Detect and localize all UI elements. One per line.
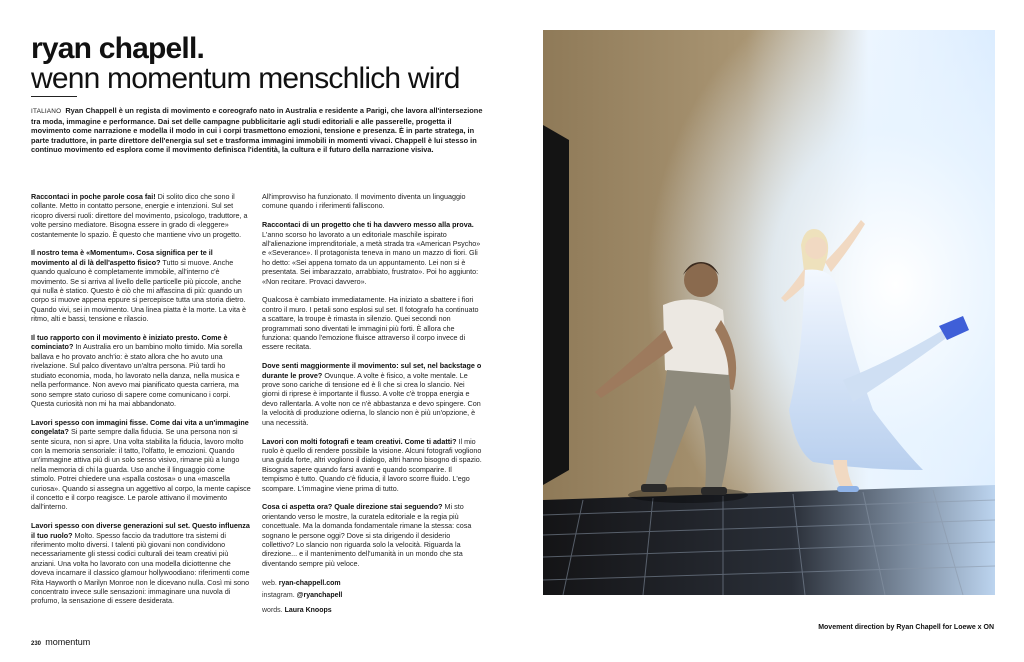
interview-question: Il nostro tema è «Momentum». Cosa significa per te il movimento al di là dell'aspetto fisico? [31, 248, 213, 267]
credit-words-author: Laura Knoops [284, 607, 332, 615]
interview-question: Lavori con molti fotografi e team creativi. Come ti adatti? [262, 436, 457, 446]
credit-words [262, 605, 484, 617]
photo-caption: Movement direction by Ryan Chapell for Loewe x ON [818, 624, 994, 631]
page-number: 230 [31, 641, 42, 647]
interview-question: Raccontaci in poche parole cosa fai! [31, 192, 156, 201]
credit-instagram-label: instagram. [262, 591, 295, 599]
credit-words-label: words. [262, 607, 283, 615]
interview-answer: L'anno scorso ho lavorato a un editoriale maschile ispirato all'alienazione imprenditoriale, a metà strada tra «American Psycho» e «Severance». Il protagonista teneva in mano un mazzo di fiori. Gli ho detto: «Sei appena tornato da un appuntamento. Lei non si è presentata. Sei imbarazzato, arrabbiato, frustrato». Poi ho aggiunto: «Non recitare. Provaci davvero». [262, 229, 481, 286]
title-name: ryan chapell. [31, 32, 205, 65]
credit-instagram [262, 590, 484, 602]
credit-instagram-handle[interactable]: @ryanchapell [296, 591, 343, 599]
interview-answer: In Australia ero un bambino molto timido. Mia sorella ballava e ho provato anch'io: è stato allora che ho avuto una rivelazione. Sul palco diventavo un'altra persona. Più tardi ho studiato economia, moda, ho lavorato nella danza, nella musica e nella performance. Non avevo mai pianificato questa carriera, ma sono sempre stato curioso di sapere come comunicano i corpi. Questa curiosità non mi ha mai abbandonato. [31, 342, 243, 408]
article-title [31, 34, 460, 94]
qa-block [31, 248, 251, 323]
interview-question: Dove senti maggiormente il movimento: sul set, nel backstage o durante le prove? [262, 361, 482, 380]
page-footer [31, 637, 90, 647]
interview-answer: Tutto si muove. Anche quando qualcuno è completamente immobile, all'interno c'è movimento. Se si arriva al livello delle particelle più piccole, anche qui nulla è statico. Questo è ciò che mi affascina di più: quando un corpo si muove appena eppure si percepisce tutta una storia dietro. Quando vivi, sei in movimento. Una linea piatta è la morte. La vita è ritmo, alti e bassi, tensione e rilascio. [31, 257, 246, 324]
title-subtitle: wenn momentum menschlich wird [31, 62, 460, 95]
credit-web [262, 578, 484, 590]
interview-answer: Molto. Spesso faccio da traduttore tra sistemi di riferimento molto diversi. I talenti più giovani non condividono necessariamente gli stessi codici culturali dei team creativi più anziani. Una volta ho lavorato con una modella diciottenne che doveva incarnare il classico glamour hollywoodiano: riferimenti come Rita Hayworth o Marilyn Monroe non le dicevano nulla. Così mi sono concentrato invece sulle sensazioni: immaginare una nuvola di profumo, la sensazione di essere desiderata. [31, 530, 250, 606]
magazine-name: momentum [45, 637, 91, 647]
column-2-lead: All'improvviso ha funzionato. Il movimento diventa un linguaggio comune quando i riferimenti falliscono. [262, 192, 466, 211]
qa-block [262, 361, 484, 427]
qa-block [31, 333, 251, 408]
title-divider [31, 96, 77, 97]
qa-block [262, 502, 484, 568]
interview-question: Lavori spesso con diverse generazioni sul set. Questo influenza il tuo ruolo? [31, 521, 250, 540]
interview-answer: Si parte sempre dalla fiducia. Se una persona non si sente sicura, non si apre. Una volta stabilita la fiducia, lavoro molto con la memoria sensoriale: il tatto, l'olfatto, le emozioni. Quando un'immagine attiva più di un solo senso visivo, rimane più a lungo nella memoria di chi la guarda. Uso anche il linguaggio come stimolo. Potrei chiedere una «spalla costosa» o una «mascella curiosa». Quando si assegna un aggettivo al corpo, la mente capisce il concetto e il corpo reagisce. Le parole attivano il movimento dall'interno. [31, 427, 251, 512]
interview-column-1 [31, 192, 251, 615]
interview-question: Raccontaci di un progetto che ti ha davvero messo alla prova. [262, 220, 474, 230]
qa-block [262, 437, 484, 493]
qa-block [31, 418, 251, 512]
credits [262, 578, 484, 617]
photo-floor [543, 485, 995, 595]
interview-question: Lavori spesso con immagini fisse. Come dai vita a un'immagine congelata? [31, 417, 249, 437]
credit-web-link[interactable]: ryan-chappell.com [278, 580, 341, 588]
qa-block [262, 220, 484, 286]
editorial-photo [543, 30, 995, 595]
interview-answer: Ovunque. A volte è fisico, a volte mentale. Le prove sono cariche di tensione ed è lì che si crea lo slancio. Nei giorni di riprese è importante il flusso. A volte c'è troppa energia e devo rallentarla. A volte non ce n'è abbastanza e devo spingere. Con la velocità di produzione odierna, lo slancio non è più un'opzione, è una necessità. [262, 370, 481, 427]
photo-illustration [543, 30, 995, 595]
interview-answer: Qualcosa è cambiato immediatamente. Ha iniziato a sbattere i fiori contro il muro. I petali sono esplosi sul set. Il fotografo ha continuato a scattare, la troupe è rimasta in silenzio. Quei secondi non programmati sono diventati le immagini più forti. È allora che funziona: quando l'emozione fluisce attraverso il corpo invece di essere recitata. [262, 295, 479, 352]
qa-block [262, 295, 484, 351]
interview-question: Il tuo rapporto con il movimento è iniziato presto. Come è cominciato? [31, 333, 228, 352]
interview-column-2 [262, 192, 484, 617]
column-2-qa-list [262, 220, 484, 568]
credit-web-label: web. [262, 580, 277, 588]
qa-block [31, 192, 251, 239]
interview-answer: Il mio ruolo è quello di rendere possibile la visione. Alcuni fotografi vogliono una guida forte, altri vogliono il dialogo, altri hanno bisogno di spazio. Bisogna sapere quando farsi avanti e quando scomparire. Il tempismo è tutto. Quando c'è fiducia, il lavoro scorre fluido. L'ego scompare. L'immagine viene prima di tutto. [262, 436, 482, 493]
intro-text: Ryan Chappell è un regista di movimento e coreografo nato in Australia e residente a Parigi, che lavora all'intersezione tra moda, immagine e performance. Dai set delle campagne pubblicitarie agli studi editoriali e alle passerelle, progetta il movimento come narrazione e modella il modo in cui i corpi trasmettono emozioni, tensione e presenza. È in parte stratega, in parte traduttore, in parte direttore dell'energia sul set e trasforma immagini immobili in momenti vivaci. Chappell è lui stesso in continuo movimento ed esplora come il movimento definisca l'identità, la cultura e il futuro della narrazione visiva. [31, 106, 483, 155]
language-label: ITALIANO [31, 108, 62, 115]
interview-answer: Mi sto orientando verso le mostre, la curatela editoriale e la regia più concettuale. Ma la domanda fondamentale rimane la stessa: cosa sognano le persone oggi? Dove si sta dirigendo il desiderio collettivo? Lo slancio non riguarda solo la velocità. Riguarda la direzione... e il mantenimento dell'umanità in un mondo che sta diventando sempre più veloce. [262, 502, 472, 568]
qa-block [31, 521, 251, 606]
photo-side-panel [543, 125, 569, 485]
intro-paragraph [31, 106, 487, 155]
interview-answer: Di solito dico che sono il collante. Metto in contatto persone, energie e intenzioni. Sul set ricopro diversi ruoli: direttore del movimento, psicologo, traduttore, a volte persino mediatore. Bisogna essere in grado di «leggere» costantemente lo spazio. È questo che mantiene vivo un progetto. [31, 192, 248, 239]
interview-question: Cosa ci aspetta ora? Quale direzione stai seguendo? [262, 502, 443, 512]
